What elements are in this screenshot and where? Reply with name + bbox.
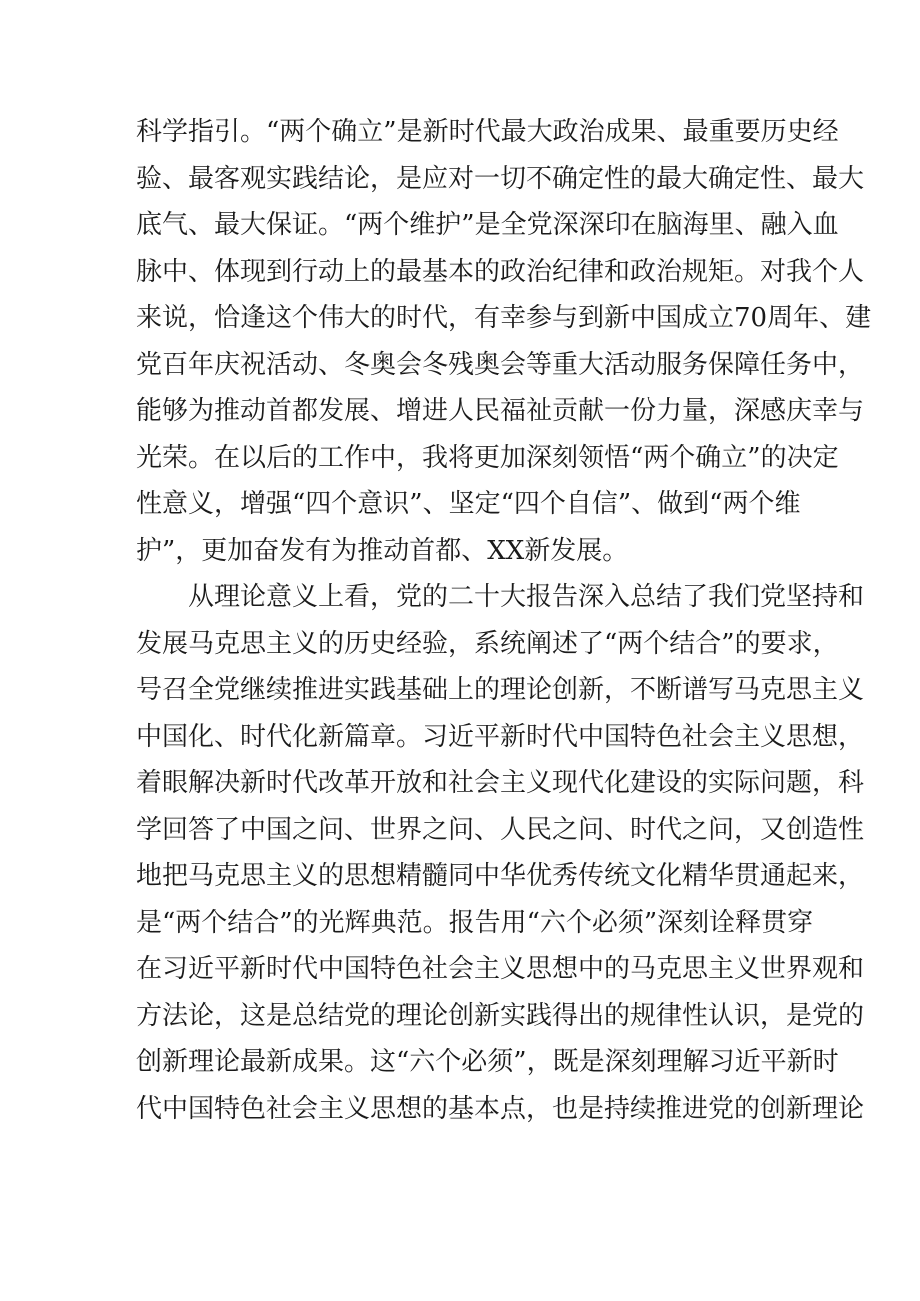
text-line: 科学指引。“两个确立”是新时代最大政治成果、最重要历史经 bbox=[136, 117, 839, 147]
text-line: 底气、最大保证。“两个维护”是全党深深印在脑海里、融入血 bbox=[136, 210, 839, 240]
text-line: 来说，恰逢这个伟大的时代，有幸参与到新中国成立70周年、建 bbox=[136, 303, 872, 333]
text-line: 是“两个结合”的光辉典范。报告用“六个必须”深刻诠释贯穿 bbox=[136, 907, 814, 938]
text-line: 党百年庆祝活动、冬奥会冬残奥会等重大活动服务保障任务中， bbox=[136, 349, 865, 380]
text-line: 方法论，这是总结党的理论创新实践得出的规律性认识，是党的 bbox=[136, 1000, 865, 1031]
text-line: 性意义，增强“四个意识”、坚定“四个自信”、做到“两个维 bbox=[136, 489, 801, 519]
text-line: 地把马克思主义的思想精髓同中华优秀传统文化精华贯通起来， bbox=[136, 861, 865, 891]
text-line: 在习近平新时代中国特色社会主义思想中的马克思主义世界观和 bbox=[136, 954, 865, 984]
text-line: 中国化、时代化新篇章。习近平新时代中国特色社会主义思想， bbox=[136, 721, 865, 752]
body-text bbox=[136, 109, 872, 1132]
text-line: 护”，更加奋发有为推动首都、XX新发展。 bbox=[136, 535, 629, 566]
text-line: 学回答了中国之问、世界之问、人民之问、时代之问，又创造性 bbox=[136, 814, 865, 845]
text-line: 着眼解决新时代改革开放和社会主义现代化建设的实际问题，科 bbox=[136, 768, 865, 798]
text-line: 创新理论最新成果。这“六个必须”，既是深刻理解习近平新时 bbox=[136, 1047, 839, 1077]
text-line: 光荣。在以后的工作中，我将更加深刻领悟“两个确立”的决定 bbox=[136, 442, 839, 473]
text-line: 脉中、体现到行动上的最基本的政治纪律和政治规矩。对我个人 bbox=[136, 256, 865, 287]
text-line: 验、最客观实践结论，是应对一切不确定性的最大确定性、最大 bbox=[136, 163, 865, 194]
text-line: 从理论意义上看，党的二十大报告深入总结了我们党坚持和 bbox=[188, 582, 865, 612]
text-line: 代中国特色社会主义思想的基本点，也是持续推进党的创新理论 bbox=[136, 1093, 865, 1124]
text-line: 能够为推动首都发展、增进人民福祉贡献一份力量，深感庆幸与 bbox=[136, 396, 865, 426]
text-line: 发展马克思主义的历史经验，系统阐述了“两个结合”的要求， bbox=[136, 628, 839, 659]
text-line: 号召全党继续推进实践基础上的理论创新，不断谱写马克思主义 bbox=[136, 675, 865, 705]
paragraph-1 bbox=[136, 109, 872, 574]
paragraph-2 bbox=[136, 574, 865, 1132]
